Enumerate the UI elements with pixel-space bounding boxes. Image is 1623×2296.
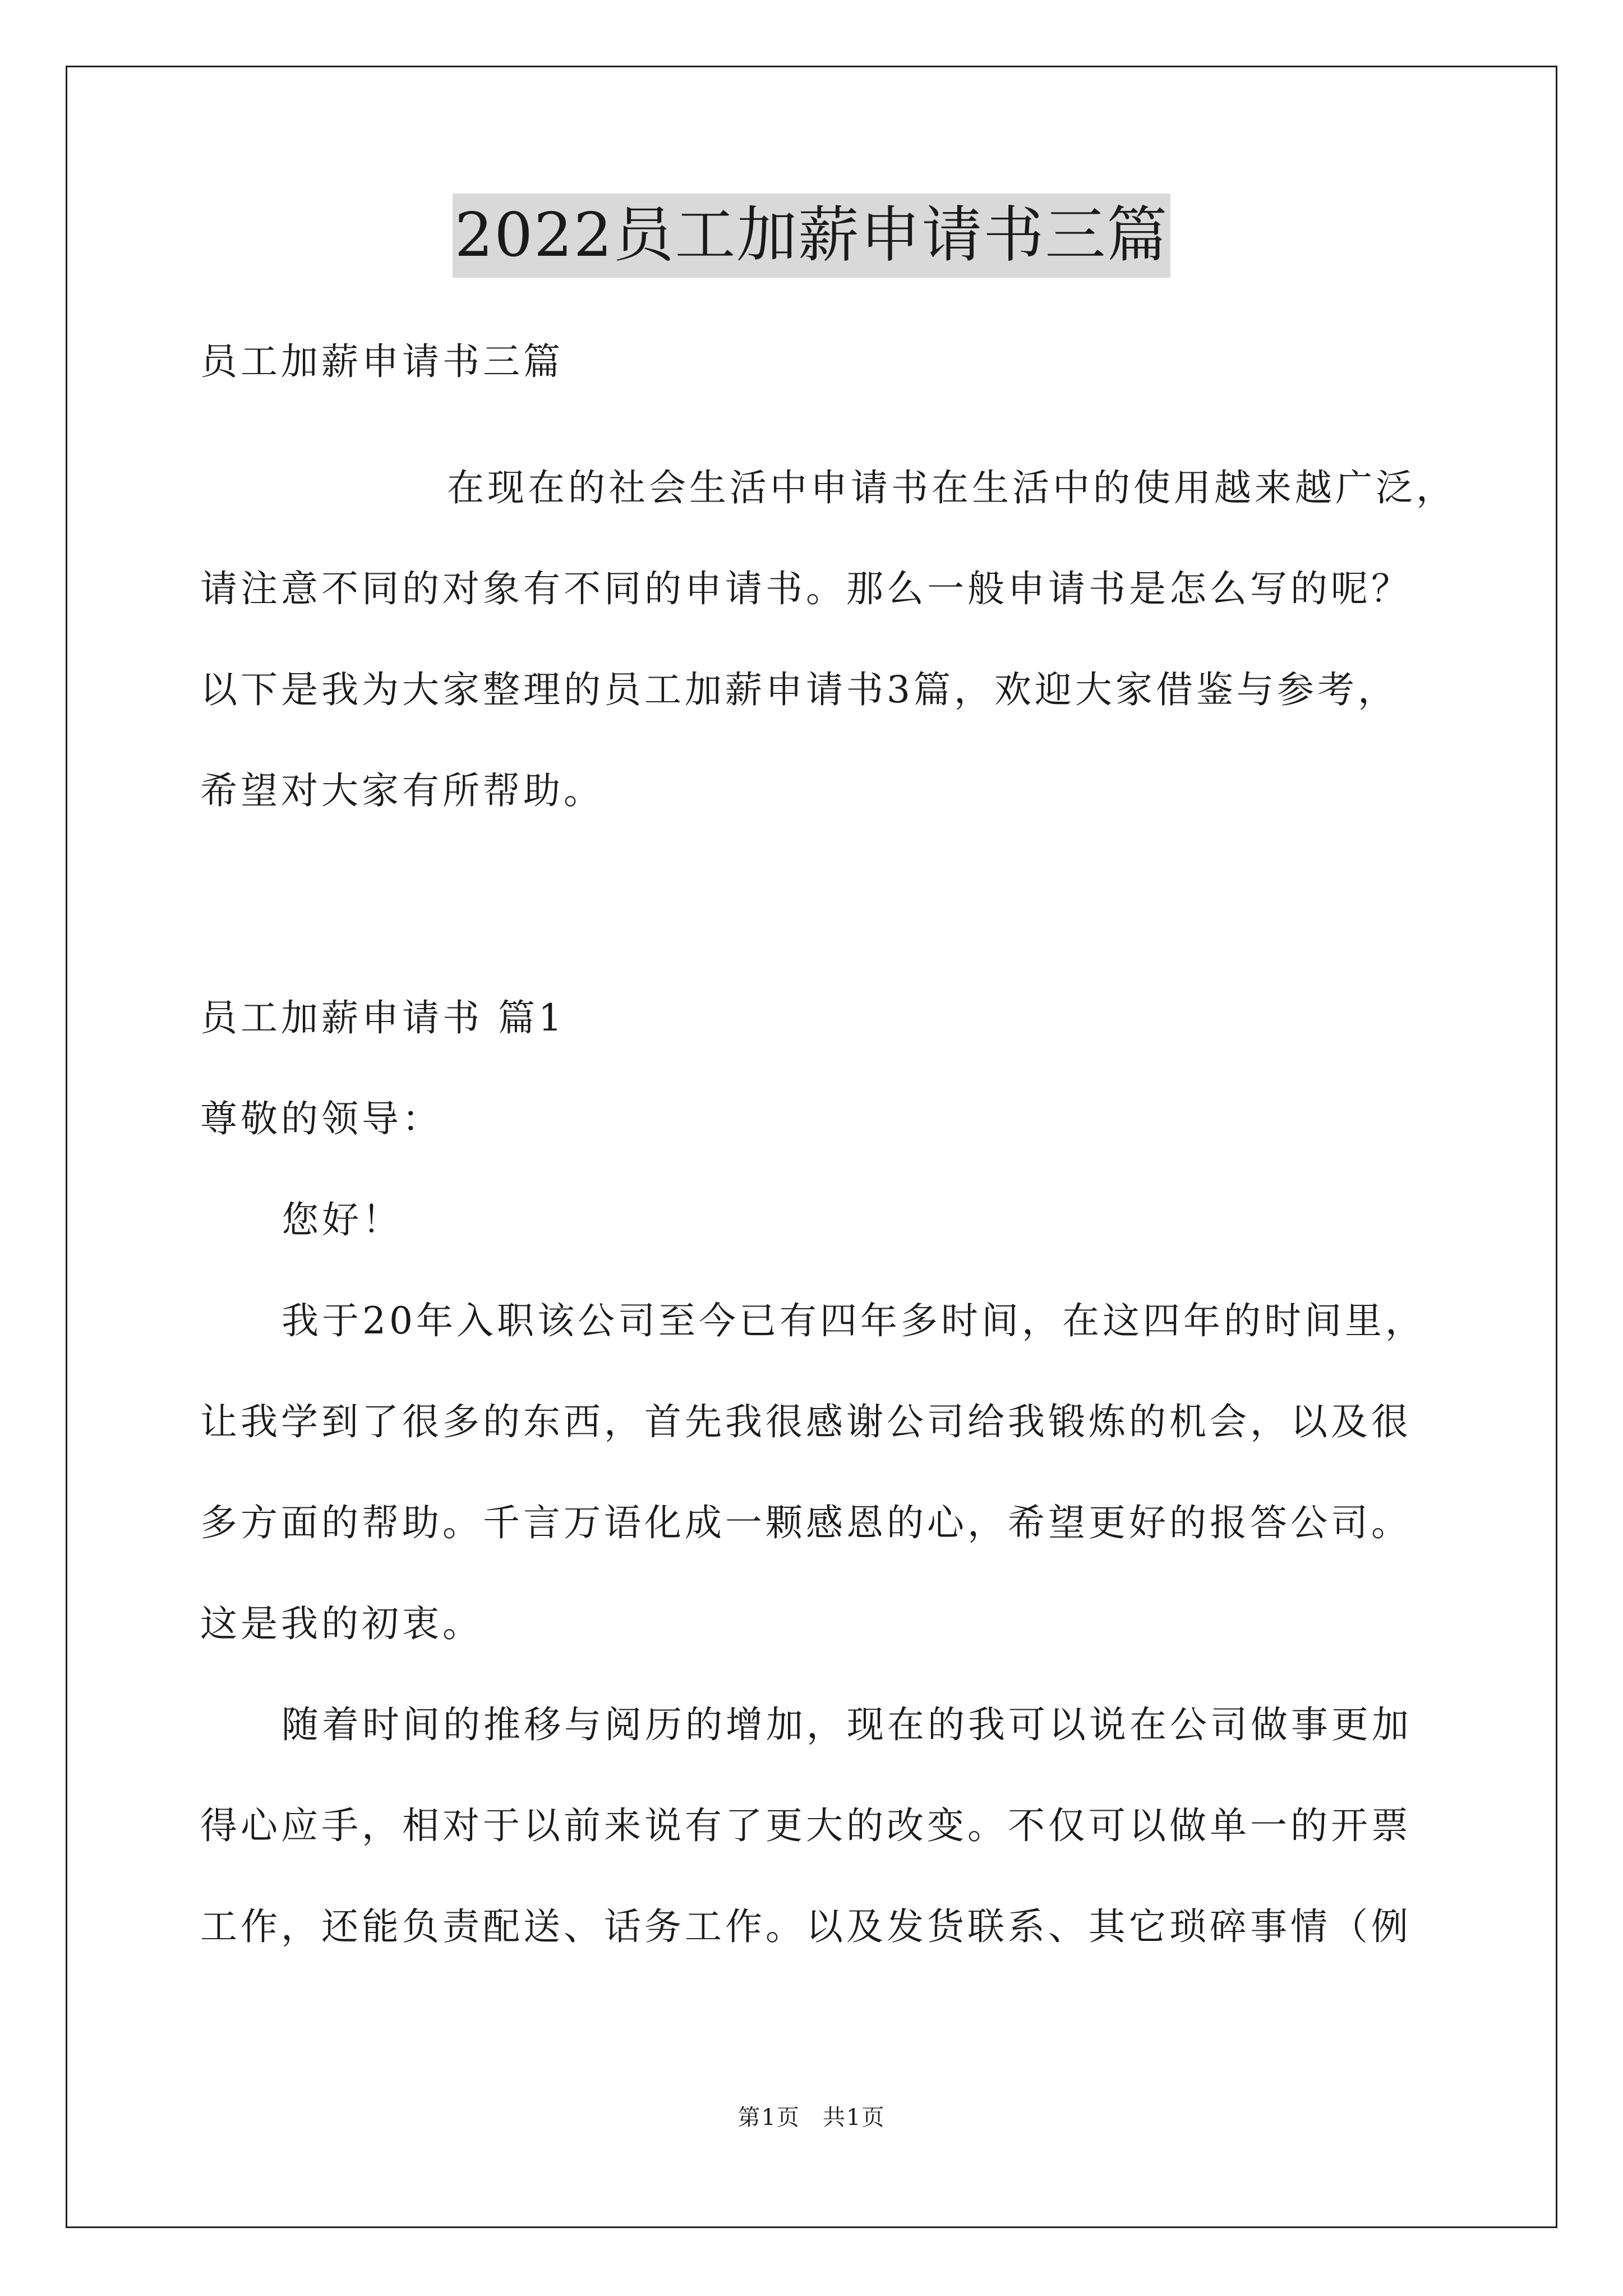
intro-line-1: 在现在的社会生活中申请书在生活中的使用越来越广泛，	[447, 466, 1456, 509]
body-line-6: 得心应手，相对于以前来说有了更大的改变。不仅可以做单一的开票	[200, 1804, 1412, 1847]
intro-line-3: 以下是我为大家整理的员工加薪申请书3篇，欢迎大家借鉴与参考，	[200, 668, 1398, 711]
page-number: 第1页	[737, 2105, 800, 2131]
body-line-2: 让我学到了很多的东西，首先我很感谢公司给我锻炼的机会，以及很	[200, 1400, 1412, 1443]
salutation: 尊敬的领导：	[200, 1097, 442, 1140]
intro-line-2: 请注意不同的对象有不同的申请书。那么一般申请书是怎么写的呢？	[200, 567, 1412, 610]
page-total: 共1页	[823, 2105, 886, 2131]
subtitle-line: 员工加薪申请书三篇	[200, 340, 564, 383]
page-footer	[0, 2101, 1623, 2134]
body-line-4: 这是我的初衷。	[200, 1602, 483, 1645]
greeting: 您好！	[282, 1198, 403, 1241]
body-line-1: 我于20年入职该公司至今已有四年多时间，在这四年的时间里，	[282, 1299, 1426, 1342]
document-title: 2022员工加薪申请书三篇	[453, 194, 1171, 278]
body-line-3: 多方面的帮助。千言万语化成一颗感恩的心，希望更好的报答公司。	[200, 1501, 1412, 1544]
body-line-7: 工作，还能负责配送、话务工作。以及发货联系、其它琐碎事情（例	[200, 1905, 1412, 1948]
title-container	[0, 194, 1623, 278]
body-line-5: 随着时间的推移与阅历的增加，现在的我可以说在公司做事更加	[282, 1703, 1412, 1746]
intro-line-4: 希望对大家有所帮助。	[200, 769, 604, 812]
section-heading-1: 员工加薪申请书 篇1	[200, 996, 565, 1039]
